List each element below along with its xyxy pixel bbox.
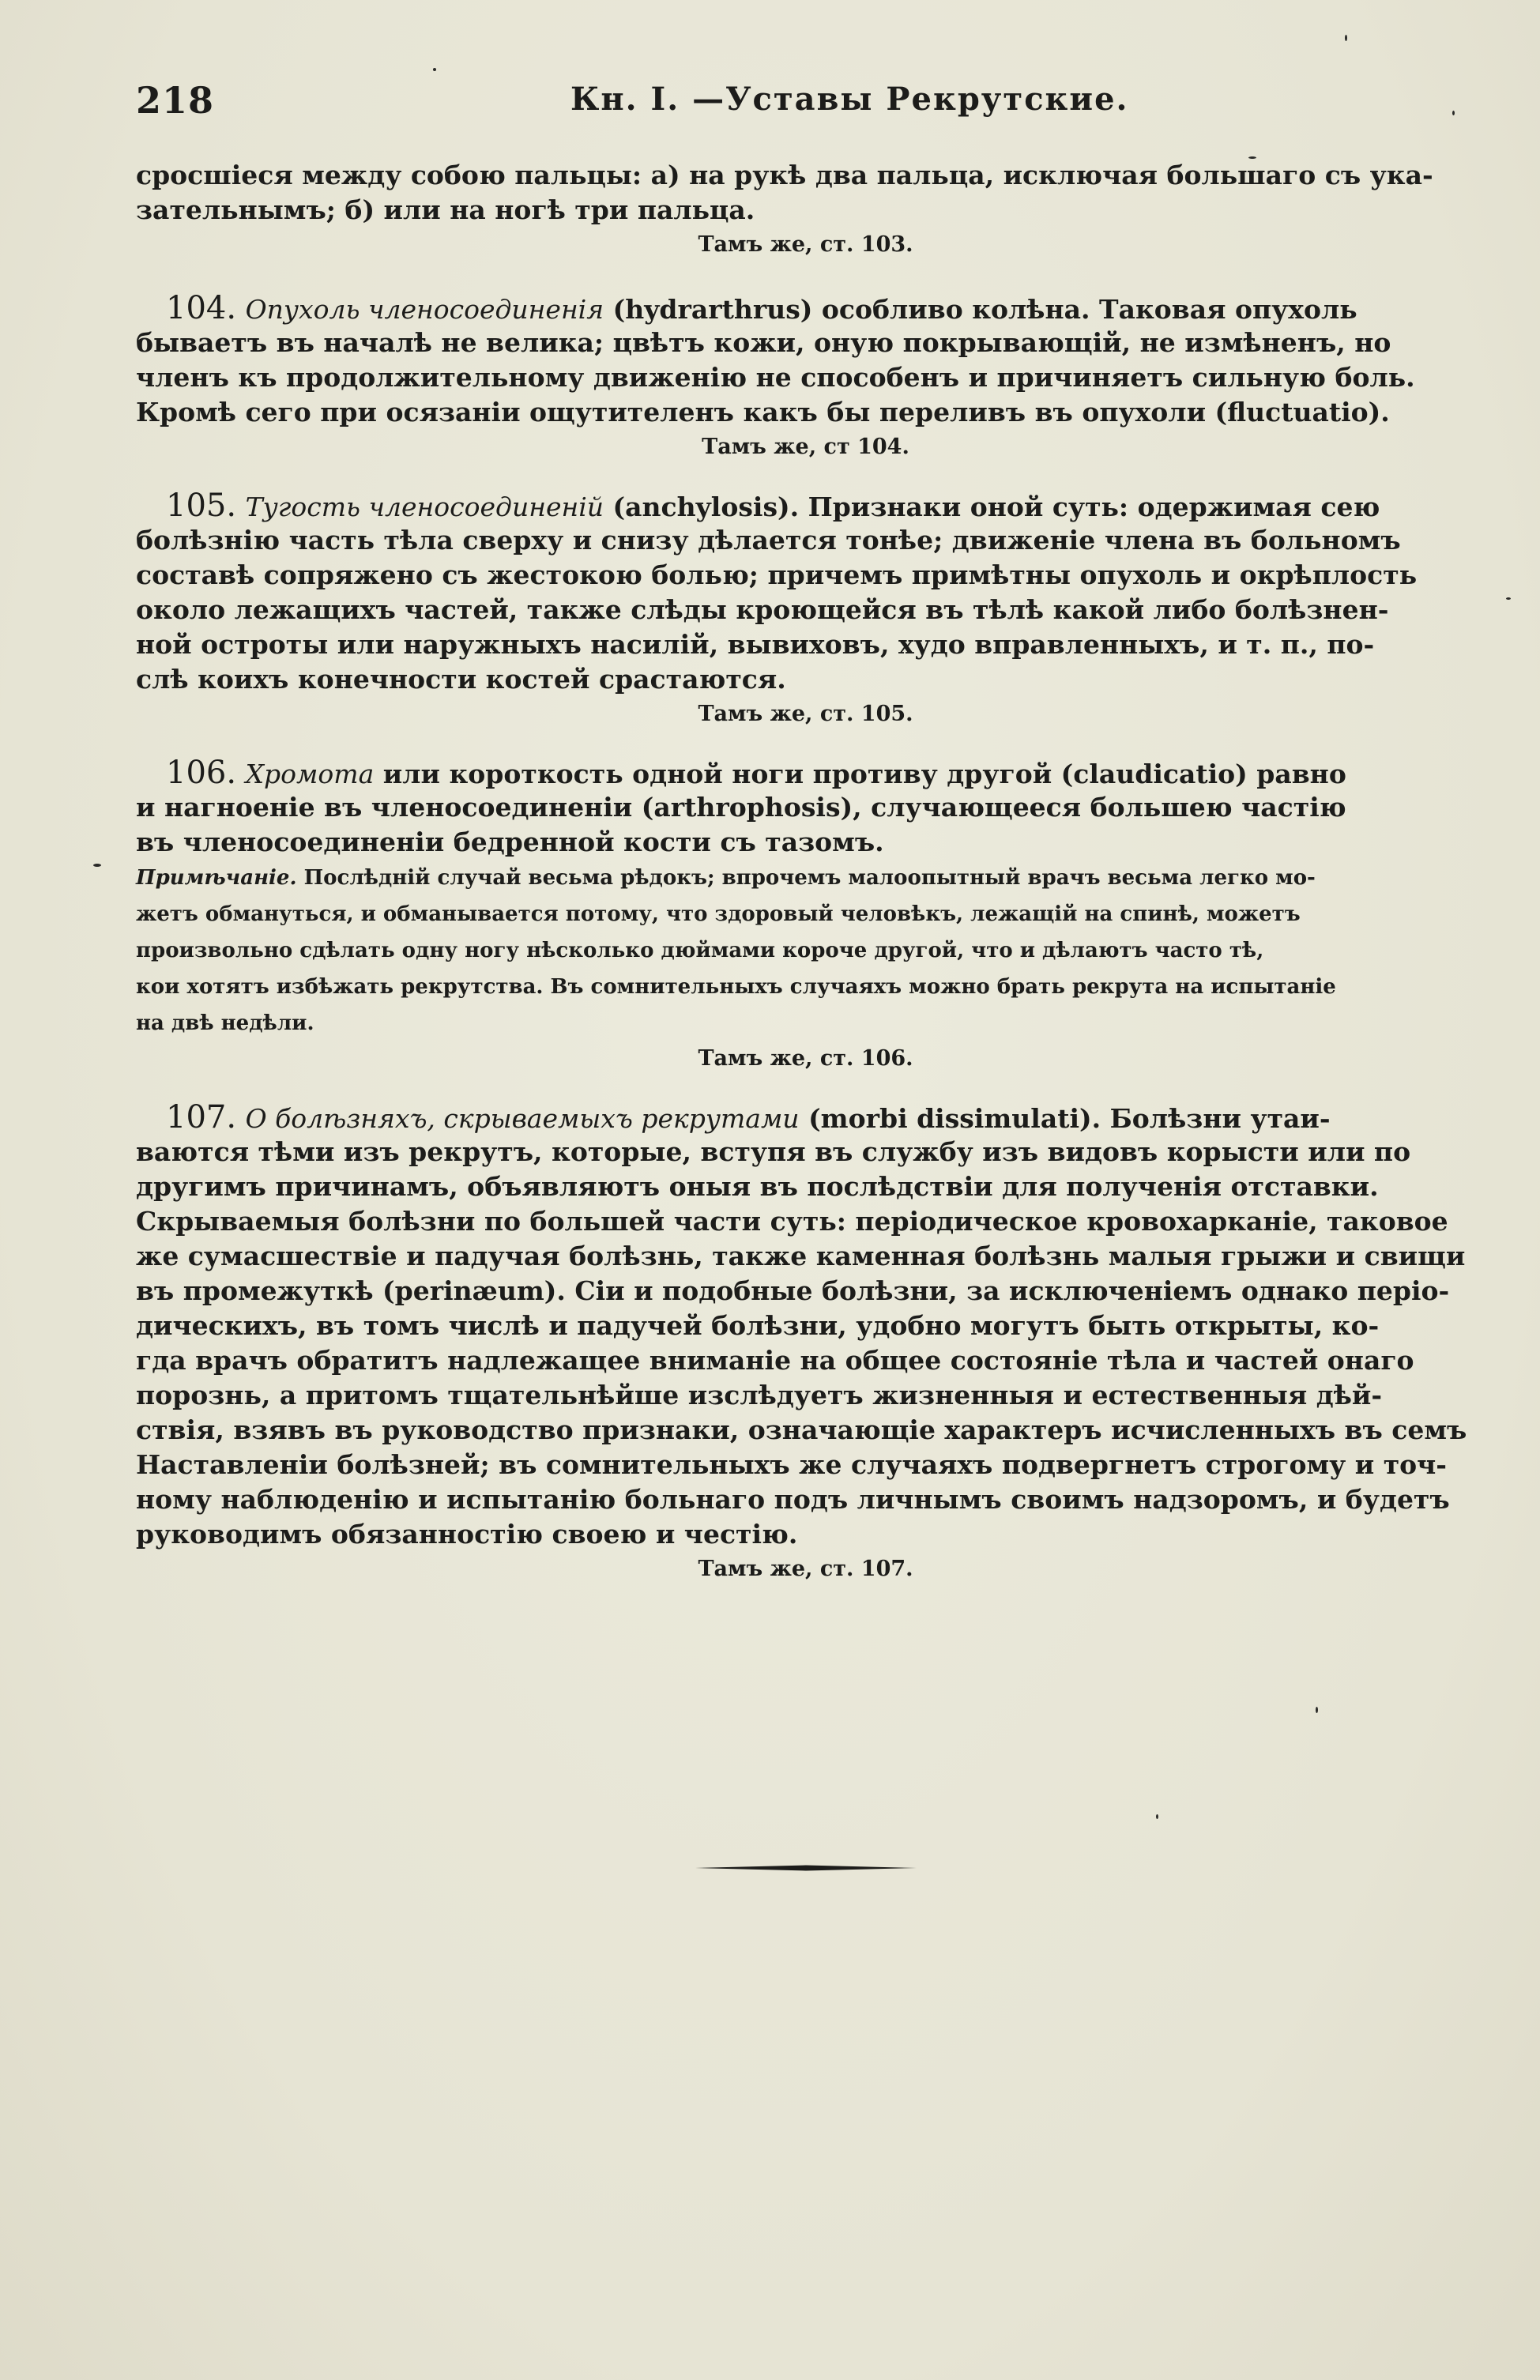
note-first-line <box>136 860 1475 896</box>
article-104 <box>136 291 1475 465</box>
end-ornament-rule <box>695 1865 917 1871</box>
text-line: и нагноеніе въ членосоединеніи (arthrophosis), случающееся большею частію <box>136 792 1346 823</box>
text-line: ной остроты или наружныхъ насилій, вывиховъ, худо вправленныхъ, и т. п., по- <box>136 629 1375 660</box>
text-line: дическихъ, въ томъ числѣ и падучей болѣзни, удобно могутъ быть открыты, ко- <box>136 1310 1380 1341</box>
article-reference: Тамъ же, ст. 106. <box>698 1046 913 1071</box>
article-107 <box>136 1100 1475 1587</box>
note-line: на двѣ недѣли. <box>136 1011 314 1035</box>
text-fragment: (morbi dissimulati). Болѣзни утаи- <box>808 1103 1331 1134</box>
text-fragment: или короткость одной ноги противу другой (claudicatio) равно <box>382 759 1346 789</box>
article-first-line <box>136 488 1475 523</box>
ink-speck <box>1345 35 1347 41</box>
running-head: Кн. I. —Уставы Рекрутские. <box>570 81 1129 118</box>
article-number: 107. <box>166 1099 237 1135</box>
note-line: произвольно сдѣлать одну ногу нѣсколько дюймами короче другой, что и дѣлаютъ часто тѣ, <box>136 939 1264 962</box>
text-line: руководимъ обязанностію своею и честію. <box>136 1519 798 1550</box>
text-line: слѣ коихъ конечности костей срастаются. <box>136 664 786 695</box>
text-line: бываетъ въ началѣ не велика; цвѣтъ кожи, оную покрывающій, не измѣненъ, но <box>136 327 1391 358</box>
article-title: Опухоль членосоединенія <box>245 294 604 325</box>
text-line: болѣзнію часть тѣла сверху и снизу дѣлается тонѣе; движеніе члена въ больномъ <box>136 525 1401 555</box>
text-fragment: (hydrarthrus) особливо колѣна. Таковая опухоль <box>612 294 1357 325</box>
text-line: около лежащихъ частей, также слѣды кроющейся въ тѣлѣ какой либо болѣзнен- <box>136 594 1389 625</box>
article-103-continuation <box>136 158 1475 262</box>
text-fragment: (anchylosis). Признаки оной суть: одержимая сею <box>612 491 1380 522</box>
text-line: Кромѣ сего при осязаніи ощутителенъ какъ бы переливъ въ опухоли (fluctuatio). <box>136 397 1390 427</box>
article-first-line <box>136 1100 1475 1135</box>
note-line: кои хотятъ избѣжать рекрутства. Въ сомнительныхъ случаяхъ можно брать рекрута на испытаніе <box>136 975 1336 999</box>
article-title: О болѣзняхъ, скрываемыхъ рекрутами <box>245 1103 800 1134</box>
ink-speck <box>1506 597 1511 600</box>
text-line: сросшіеся между собою пальцы: а) на рукѣ два пальца, исключая большаго съ ука- <box>136 160 1433 190</box>
note-label: Примѣчаніе. <box>136 866 297 890</box>
text-line: составѣ сопряжено съ жестокою болью; причемъ примѣтны опухоль и окрѣплость <box>136 559 1418 590</box>
text-line: зательнымъ; б) или на ногѣ три пальца. <box>136 194 755 225</box>
article-number: 105. <box>166 488 237 524</box>
text-line: гда врачъ обратитъ надлежащее вниманіе на общее состояніе тѣла и частей онаго <box>136 1345 1414 1376</box>
text-line: порознь, а притомъ тщательнѣйше изслѣдуетъ жизненныя и естественныя дѣй- <box>136 1380 1383 1410</box>
text-line: Наставленіи болѣзней; въ сомнительныхъ же случаяхъ подвергнетъ строгому и точ- <box>136 1449 1448 1480</box>
article-reference: Тамъ же, ст. 107. <box>698 1557 913 1581</box>
text-line: ствія, взявъ въ руководство признаки, означающіе характеръ исчисленныхъ въ семъ <box>136 1414 1467 1445</box>
note-line: жетъ обмануться, и обманывается потому, что здоровый человѣкъ, лежащій на спинѣ, можетъ <box>136 902 1301 926</box>
article-body <box>136 158 1475 1610</box>
page-header <box>136 73 1448 128</box>
ink-speck <box>1248 156 1256 159</box>
ink-speck <box>433 68 436 71</box>
text-line: другимъ причинамъ, объявляютъ оныя въ послѣдствіи для полученія отставки. <box>136 1171 1379 1202</box>
article-106 <box>136 755 1475 1076</box>
text-line: въ промежуткѣ (perinæum). Сіи и подобные болѣзни, за исключеніемъ однако періо- <box>136 1275 1450 1306</box>
footnote-remark <box>136 860 1475 1041</box>
article-reference: Тамъ же, ст 104. <box>702 435 909 459</box>
article-title: Хромота <box>245 759 375 789</box>
article-number: 106. <box>166 755 237 791</box>
article-first-line <box>136 291 1475 326</box>
ink-speck <box>1156 1814 1158 1819</box>
ink-speck <box>93 864 101 867</box>
text-line: въ членосоединеніи бедренной кости съ тазомъ. <box>136 827 884 857</box>
ink-speck <box>1452 111 1455 115</box>
text-fragment: Послѣдній случай весьма рѣдокъ; впрочемъ малоопытный врачъ весьма легко мо- <box>303 866 1316 890</box>
text-line: Скрываемыя болѣзни по большей части суть: періодическое кровохарканіе, таковое <box>136 1206 1448 1237</box>
article-title: Тугость членосоединеній <box>245 491 604 522</box>
article-105 <box>136 488 1475 732</box>
article-reference: Тамъ же, ст. 105. <box>698 702 913 726</box>
article-first-line <box>136 755 1475 790</box>
text-line: ваются тѣми изъ рекрутъ, которые, вступя въ службу изъ видовъ корысти или по <box>136 1136 1411 1167</box>
ink-speck <box>1316 1707 1318 1713</box>
article-reference: Тамъ же, ст. 103. <box>698 232 913 257</box>
page-number: 218 <box>136 79 215 122</box>
article-number: 104. <box>166 290 237 326</box>
text-line: членъ къ продолжительному движенію не способенъ и причиняетъ сильную боль. <box>136 362 1415 393</box>
text-line: же сумасшествіе и падучая болѣзнь, также каменная болѣзнь малыя грыжи и свищи <box>136 1241 1466 1271</box>
text-line: ному наблюденію и испытанію больнаго подъ личнымъ своимъ надзоромъ, и будетъ <box>136 1484 1450 1515</box>
